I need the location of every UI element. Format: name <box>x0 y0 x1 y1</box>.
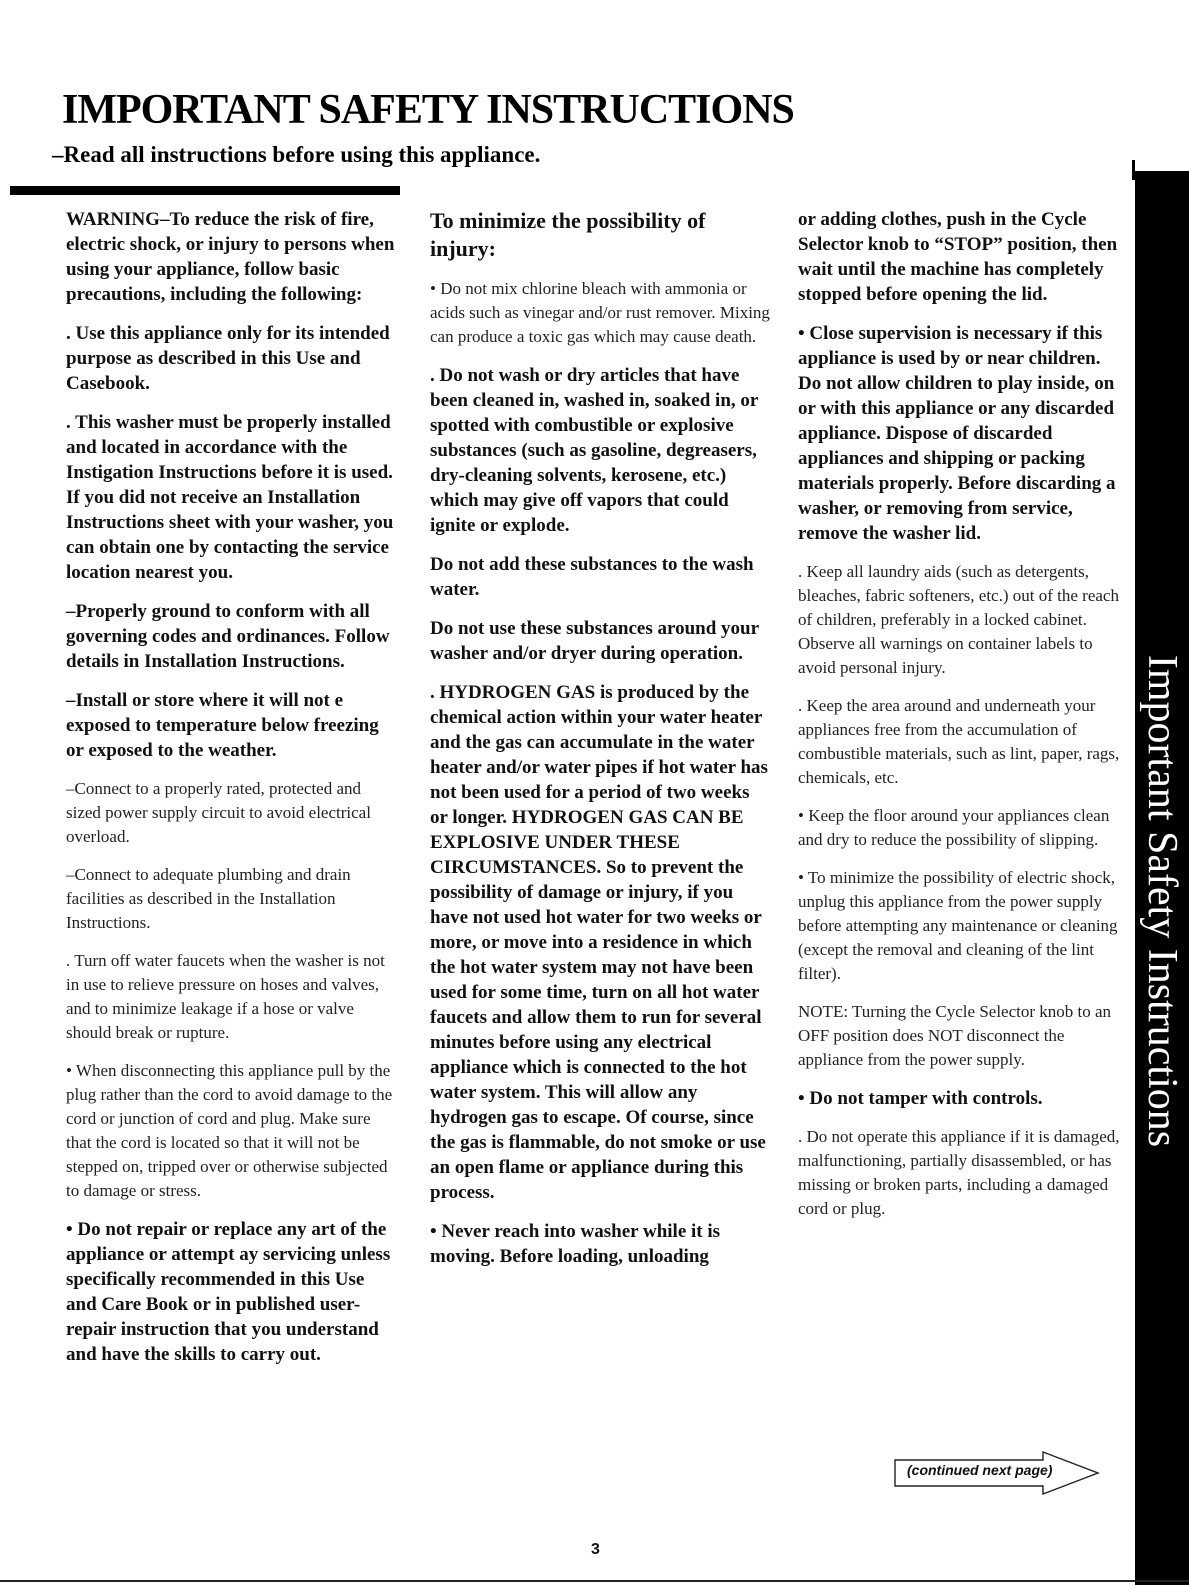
instruction-paragraph: . Keep all laundry aids (such as detergents, bleaches, fabric softeners, etc.) out of the reach of children, preferably in a locked cabinet. Observe all warnings on container labels to avoid personal injury. <box>798 562 1119 677</box>
instruction-paragraph: • Do not tamper with controls. <box>798 1088 1043 1109</box>
page-subtitle: –Read all instructions before using this appliance. <box>52 142 541 167</box>
instruction-paragraph: –Properly ground to conform with all governing codes and ordinances. Follow details in Installation Instructions. <box>66 601 390 672</box>
instruction-paragraph: WARNING–To reduce the risk of fire, electric shock, or injury to persons when using your appliance, follow basic precautions, including the following: <box>66 209 395 305</box>
instruction-paragraph: . This washer must be properly installed and located in accordance with the Instigation Instructions before it is used. If you did not receive an Installation Instructions sheet with your washer, you can obtain one by contacting the service location nearest you. <box>66 412 394 583</box>
instruction-paragraph: . Keep the area around and underneath your appliances free from the accumulation of combustible materials, such as lint, paper, rags, chemicals, etc. <box>798 696 1120 787</box>
instruction-paragraph: Do not use these substances around your washer and/or dryer during operation. <box>430 618 759 664</box>
continued-next-page-arrow <box>893 1450 1103 1496</box>
column-3 <box>798 207 1123 1235</box>
column-1 <box>66 207 396 1381</box>
instruction-paragraph: To minimize the possibility of injury: <box>430 208 706 261</box>
instruction-paragraph: –Connect to a properly rated, protected and sized power supply circuit to avoid electrical overload. <box>66 779 371 846</box>
instruction-paragraph: NOTE: Turning the Cycle Selector knob to an OFF position does NOT disconnect the appliance from the power supply. <box>798 1002 1112 1069</box>
page-number: 3 <box>591 1541 600 1558</box>
instruction-paragraph: Do not add these substances to the wash water. <box>430 554 754 600</box>
continued-label: (continued next page) <box>907 1462 1053 1478</box>
column-2 <box>430 207 770 1283</box>
side-tab <box>1135 171 1189 1585</box>
bottom-border <box>0 1580 1189 1582</box>
instruction-paragraph: • To minimize the possibility of electric shock, unplug this appliance from the power supply before attempting any maintenance or cleaning (except the removal and cleaning of the lint filter). <box>798 868 1118 983</box>
instruction-paragraph: • Do not mix chlorine bleach with ammonia or acids such as vinegar and/or rust remover. Mixing can produce a toxic gas which may cause death. <box>430 279 770 346</box>
instruction-paragraph: • Do not repair or replace any art of the appliance or attempt ay servicing unless specifically recommended in this Use and Care Book or in published user-repair instruction that you understand and have the skills to carry out. <box>66 1219 391 1365</box>
header-rule <box>10 186 400 195</box>
instruction-paragraph: . Do not operate this appliance if it is damaged, malfunctioning, partially disassembled, or has missing or broken parts, including a damaged cord or plug. <box>798 1127 1120 1218</box>
page-title: IMPORTANT SAFETY INSTRUCTIONS <box>62 87 794 133</box>
instruction-paragraph: or adding clothes, push in the Cycle Selector knob to “STOP” position, then wait until the machine has completely stopped before opening the lid. <box>798 209 1118 305</box>
instruction-paragraph: . Use this appliance only for its intended purpose as described in this Use and Casebook. <box>66 323 390 394</box>
instruction-paragraph: . Turn off water faucets when the washer is not in use to relieve pressure on hoses and valves, and to minimize leakage if a hose or valve should break or rupture. <box>66 951 385 1042</box>
instruction-paragraph: • When disconnecting this appliance pull by the plug rather than the cord to avoid damage to the cord or junction of cord and plug. Make sure that the cord is located so that it will not be stepped on, tripped over or otherwise subjected to damage or stress. <box>66 1061 393 1200</box>
side-tab-label: Important Safety Instructions <box>1139 654 1185 1148</box>
instruction-paragraph: –Connect to adequate plumbing and drain facilities as described in the Installation Instructions. <box>66 865 351 932</box>
instruction-paragraph: . HYDROGEN GAS is produced by the chemical action within your water heater and the gas can accumulate in the water heater and/or water pipes if hot water has not been used for a period of two weeks or longer. HYDROGEN GAS CAN BE EXPLOSIVE UNDER THESE CIRCUMSTANCES. So to prevent the possibility of damage or injury, if you have not used hot water for two weeks or more, or move into a residence in which the hot water system may not have been used for some time, turn on all hot water faucets and allow them to run for several minutes before using any electrical appliance which is connected to the hot water system. This will allow any hydrogen gas to escape. Of course, since the gas is flammable, do not smoke or use an open flame or appliance during this process. <box>430 682 768 1203</box>
instruction-paragraph: –Install or store where it will not e exposed to temperature below freezing or exposed to the weather. <box>66 690 379 761</box>
instruction-paragraph: • Never reach into washer while it is moving. Before loading, unloading <box>430 1221 721 1267</box>
instruction-paragraph: • Close supervision is necessary if this appliance is used by or near children. Do not allow children to play inside, on or with this appliance or any discarded appliance. Dispose of discarded appliances and shipping or packing materials properly. Before discarding a washer, or removing from service, remove the washer lid. <box>798 323 1116 544</box>
instruction-paragraph: . Do not wash or dry articles that have been cleaned in, washed in, soaked in, or spotted with combustible or explosive substances (such as gasoline, degreasers, dry-cleaning solvents, kerosene, etc.) which may give off vapors that could ignite or explode. <box>430 365 758 536</box>
instruction-paragraph: • Keep the floor around your appliances clean and dry to reduce the possibility of slipping. <box>798 806 1110 849</box>
